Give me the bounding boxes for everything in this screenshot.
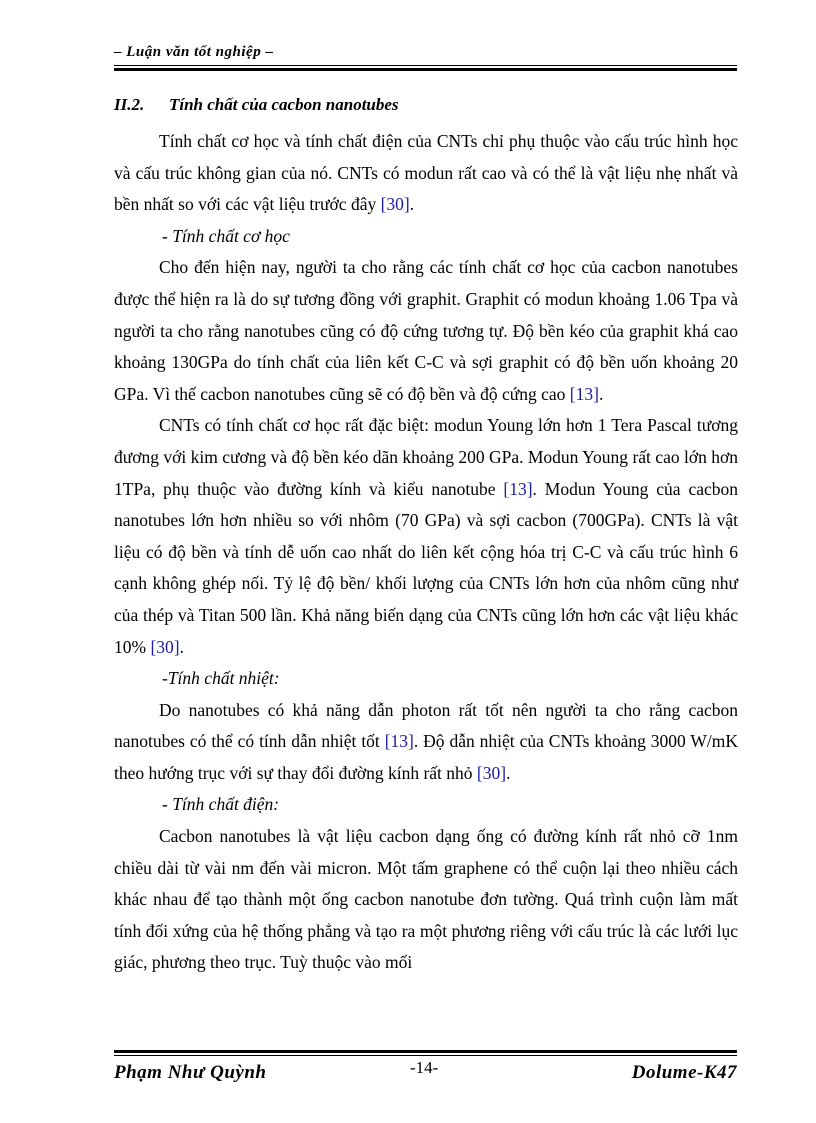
text-run: -Tính chất nhiệt: xyxy=(162,668,280,689)
subheading xyxy=(114,221,738,253)
text-run: CNTs có tính chất cơ học rất đặc biệt: modun Young lớn hơn 1 Tera Pascal tương đương với kim cương và độ bền kéo dãn khoảng 200 GPa. Modun Young rất cao lớn hơn 1TPa, phụ thuộc vào đường kính và kiểu nanotube xyxy=(114,415,738,499)
text-run: Cacbon nanotubes là vật liệu cacbon dạng ống có đường kính rất nhỏ cỡ 1nm chiều dài từ vài nm đến vài micron. Một tấm graphene có thể cuộn lại theo nhiều cách khác nhau để tạo thành một ống cacbon nanotube đơn tường. Quá trình cuộn làm mất tính đối xứng của hệ thống phẳng và tạo ra một phương riêng với cấu trúc là các lưới lục giác, phương theo trục. Tuỳ thuộc vào mối xyxy=(114,826,738,973)
header-rule-bottom xyxy=(114,68,737,71)
paragraph xyxy=(114,695,738,790)
citation-link[interactable]: [13] xyxy=(569,383,599,404)
text-run: . Độ dẫn nhiệt của CNTs khoảng 3000 W/mK theo hướng trục với sự thay đổi đường kính rất nhỏ xyxy=(114,731,738,783)
header-rule-top xyxy=(114,65,737,66)
subheading xyxy=(114,663,738,695)
section-heading xyxy=(114,95,399,115)
text-run: . xyxy=(179,636,184,657)
paragraph xyxy=(114,821,738,979)
text-run: - Tính chất cơ học xyxy=(162,225,290,246)
paragraph xyxy=(114,410,738,663)
citation-link[interactable]: [30] xyxy=(380,194,410,215)
section-title: Tính chất của cacbon nanotubes xyxy=(169,95,399,114)
paragraph xyxy=(114,126,738,221)
text-run: Cho đến hiện nay, người ta cho rằng các tính chất cơ học của cacbon nanotubes được thể hiện ra là do sự tương đồng với graphit. Graphit có modun khoảng 1.06 Tpa và người ta cho rằng nanotubes cũng có độ cứng tương tự. Độ bền kéo của graphit khá cao khoảng 130GPa do tính chất của liên kết C-C và sợi graphit có độ bền uốn khoảng 20 GPa. Vì thế cacbon nanotubes cũng sẽ có độ bền và độ cứng cao xyxy=(114,257,738,404)
citation-link[interactable]: [30] xyxy=(150,636,180,657)
citation-link[interactable]: [30] xyxy=(476,762,507,783)
page-header xyxy=(114,44,737,61)
citation-link[interactable]: [13] xyxy=(503,478,533,499)
text-run: Tính chất cơ học và tính chất điện của CNTs chỉ phụ thuộc vào cấu trúc hình học và cấu trúc không gian của nó. CNTs có modun rất cao và có thể là vật liệu nhẹ nhất và bền nhất so với các vật liệu trước đây xyxy=(114,131,738,215)
footer-course: Dolume-K47 xyxy=(631,1062,737,1083)
body-text xyxy=(114,126,738,979)
section-number: II.2. xyxy=(114,95,145,114)
paragraph xyxy=(114,252,738,410)
footer-rule-top xyxy=(114,1050,737,1053)
footer-author: Phạm Như Quỳnh xyxy=(114,1062,267,1083)
header-title: – Luận văn tốt nghiệp – xyxy=(114,44,274,60)
text-run: . xyxy=(506,762,511,783)
text-run: . xyxy=(409,194,415,215)
text-run: Do nanotubes có khả năng dẫn photon rất tốt nên người ta cho rằng cacbon nanotubes có thể có tính dẫn nhiệt tốt xyxy=(114,699,738,752)
subheading xyxy=(114,789,738,821)
footer-rule-bottom xyxy=(114,1055,737,1056)
page-number: -14- xyxy=(410,1058,439,1077)
citation-link[interactable]: [13] xyxy=(384,731,414,752)
page-footer xyxy=(114,1050,737,1090)
text-run: - Tính chất điện: xyxy=(162,794,280,815)
text-run: . xyxy=(598,383,604,404)
text-run: . Modun Young của cacbon nanotubes lớn hơn nhiều so với nhôm (70 GPa) và sợi cacbon (700GPa). CNTs là vật liệu có độ bền và tính dễ uốn cao nhất do liên kết cộng hóa trị C-C và cấu trúc hình 6 cạnh không ghép nối. Tỷ lệ độ bền/ khối lượng của CNTs lớn hơn của nhôm cũng như của thép và Titan 500 lần. Khả năng biến dạng của CNTs cũng lớn hơn các vật liệu khác 10% xyxy=(114,478,738,657)
